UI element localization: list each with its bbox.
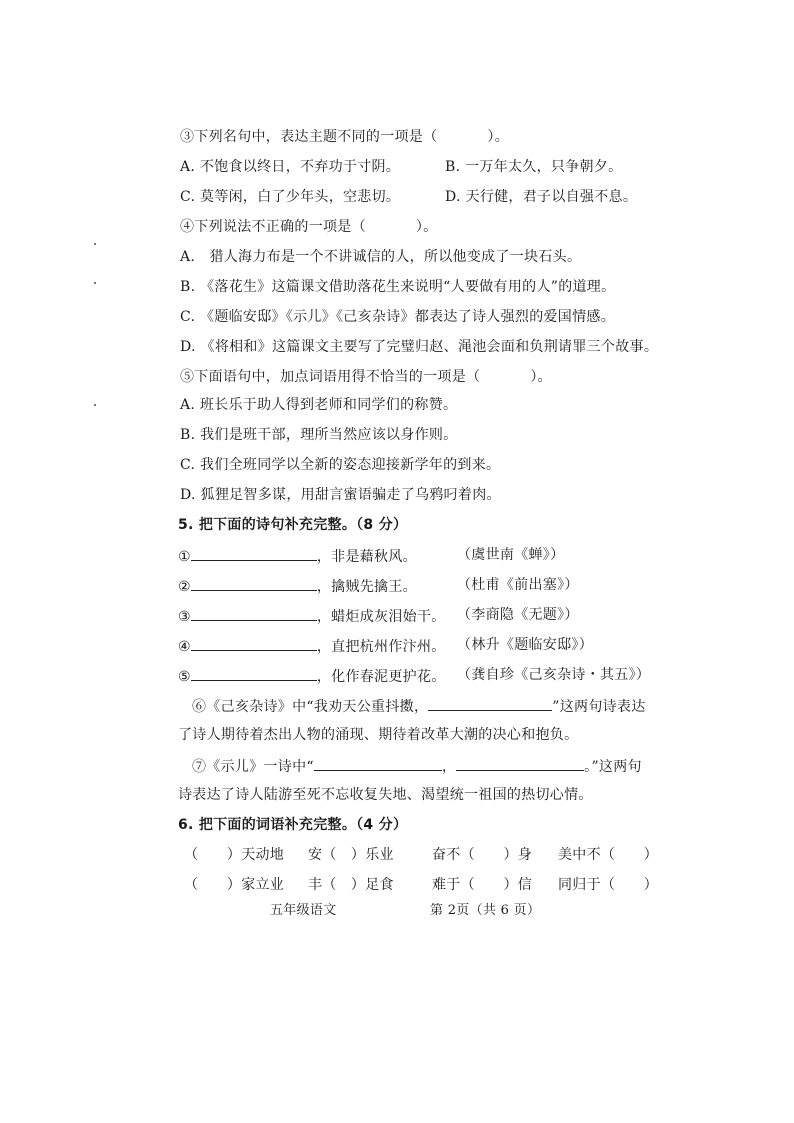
answer-blank[interactable] xyxy=(191,666,317,681)
poem-source: （杜甫《前出塞》） xyxy=(457,577,579,593)
q4-option-a: A. 猎人海力布是一个不讲诚信的人，所以他变成了一块石头。 xyxy=(180,249,582,265)
answer-blank[interactable] xyxy=(314,756,442,771)
q3-stem: ③下列名句中，表达主题不同的一项是（ ）。 xyxy=(180,129,510,145)
scan-mark xyxy=(94,404,96,406)
q4-option-b: B. 《落花生》这篇课文借助落花生来说明“人要做有用的人”的道理。 xyxy=(180,279,616,295)
idiom-item: 丰（ ）足食 xyxy=(308,877,394,893)
q3-option-d: D. 天行健，君子以自强不息。 xyxy=(445,189,638,205)
poem-q6: ⑥《己亥杂诗》中“我劝天公重抖擞， ”这两句诗表达 xyxy=(192,696,646,716)
answer-blank[interactable] xyxy=(428,696,552,711)
answer-blank[interactable] xyxy=(191,576,317,591)
q5-choice-option-a: A. 班长乐于助人得到老师和同学们的称赞。 xyxy=(180,397,458,413)
q5-choice-option-b: B. 我们是班干部，理所当然应该以身作则。 xyxy=(180,427,458,443)
footer-page-number: 第 2页（共 6 页） xyxy=(430,903,541,918)
idiom-item: 难于（ ）信 xyxy=(432,877,533,893)
footer-subject: 五年级语文 xyxy=(270,903,337,918)
poem-q7-line2: 诗表达了诗人陆游至死不忘收复失地、渴望统一祖国的热切心情。 xyxy=(178,787,593,803)
q3-option-a: A. 不饱食以终日，不弃功于寸阴。 xyxy=(180,159,401,175)
q4-stem: ④下列说法不正确的一项是（ ）。 xyxy=(180,219,438,235)
idiom-item: （ ）天动地 xyxy=(184,847,285,863)
poem-source: （林升《题临安邸》） xyxy=(457,637,593,653)
answer-blank[interactable] xyxy=(191,636,317,651)
q4-option-d: D. 《将相和》这篇课文主要写了完璧归赵、渑池会面和负荆请罪三个故事。 xyxy=(180,339,659,355)
idiom-item: 美中不（ ） xyxy=(558,847,659,863)
poem-line: ⑤ ，化作春泥更护花。 xyxy=(178,666,446,686)
scan-mark xyxy=(94,282,96,284)
poem-source: （龚自珍《己亥杂诗・其五》） xyxy=(457,667,651,683)
poem-line: ① ，非是藉秋风。 xyxy=(178,546,417,566)
idiom-row xyxy=(184,846,682,864)
answer-blank[interactable] xyxy=(456,756,584,771)
q5-choice-option-d: D. 狐狸足智多谋，用甜言蜜语骗走了乌鸦叼着肉。 xyxy=(180,487,501,503)
section5-title: 5. 把下面的诗句补充完整。（8 分） xyxy=(178,517,408,533)
q5-choice-option-c: C. 我们全班同学以全新的姿态迎接新学年的到来。 xyxy=(180,457,501,473)
poem-q7: ⑦《示儿》一诗中“ ， 。”这两句 xyxy=(192,756,642,776)
idiom-item: （ ）家立业 xyxy=(184,877,285,893)
q3-option-c: C. 莫等闲，白了少年头，空悲切。 xyxy=(180,189,401,205)
idiom-row xyxy=(184,876,682,894)
poem-line: ④ ，直把杭州作汴州。 xyxy=(178,636,446,656)
poem-q6-line2: 了诗人期待着杰出人物的涌现、期待着改革大潮的决心和抱负。 xyxy=(178,727,579,743)
scan-mark xyxy=(94,243,96,245)
q3-option-b: B. 一万年太久，只争朝夕。 xyxy=(445,159,623,175)
poem-source: （李商隐《无题》） xyxy=(457,607,579,623)
idiom-item: 奋不（ ）身 xyxy=(432,847,533,863)
answer-blank[interactable] xyxy=(191,546,317,561)
poem-line: ② ，擒贼先擒王。 xyxy=(178,576,417,596)
q4-option-c: C. 《题临安邸》《示儿》《己亥杂诗》都表达了诗人强烈的爱国情感。 xyxy=(180,309,616,325)
section6-title: 6. 把下面的词语补充完整。（4 分） xyxy=(178,817,408,833)
q5-choice-stem: ⑤下面语句中，加点词语用得不恰当的一项是（ ）。 xyxy=(180,369,552,385)
idiom-item: 同归于（ ） xyxy=(558,877,659,893)
idiom-item: 安（ ）乐业 xyxy=(308,847,394,863)
poem-line: ③ ，蜡炬成灰泪始干。 xyxy=(178,606,446,626)
poem-source: （虞世南《蝉》） xyxy=(457,547,565,563)
answer-blank[interactable] xyxy=(191,606,317,621)
